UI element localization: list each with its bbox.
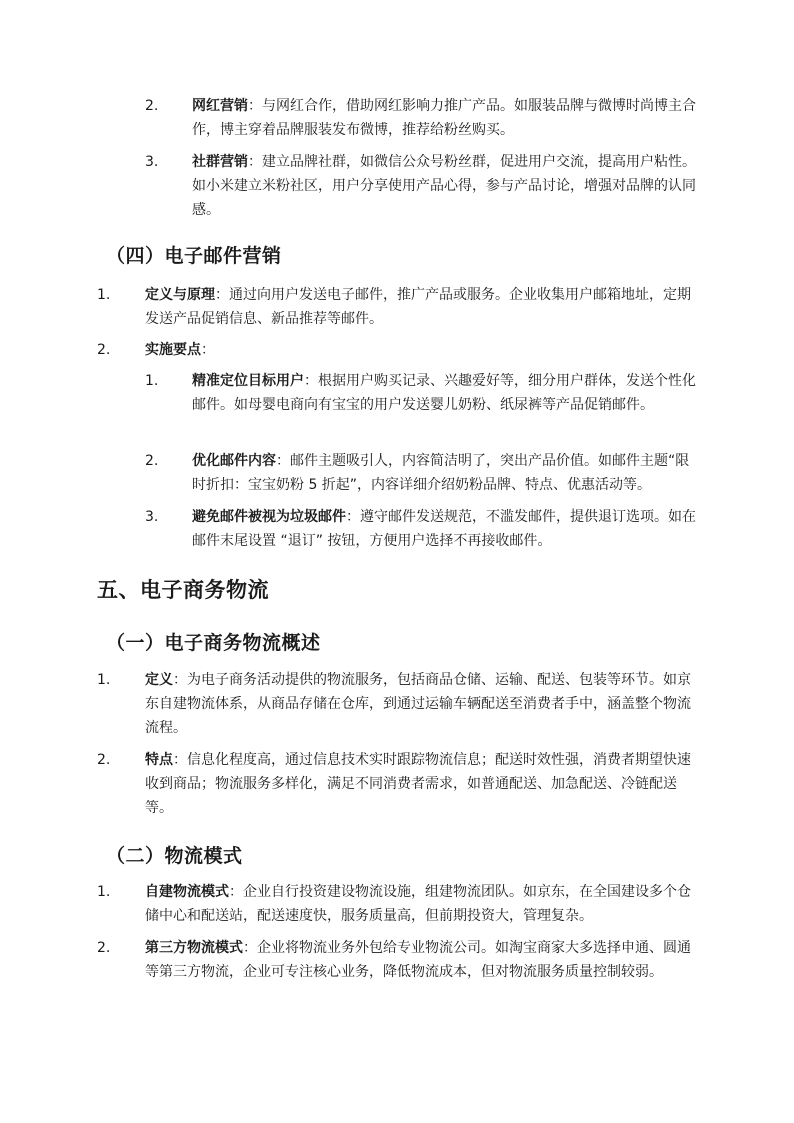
list-text xyxy=(192,94,702,142)
section-heading: （二）物流模式 xyxy=(106,845,243,867)
list-term: 定义与原理 xyxy=(145,287,215,303)
list-term: 实施要点 xyxy=(145,342,201,358)
list-term: 自建物流模式 xyxy=(145,884,229,900)
list-body: ：为电子商务活动提供的物流服务，包括商品仓储、运输、配送、包装等环节。如京东自建物流体系，从商品存储在仓库，到通过运输车辆配送至消费者手中，涵盖整个物流流程。 xyxy=(145,672,691,736)
list-term: 优化邮件内容 xyxy=(192,453,276,469)
list-text xyxy=(192,449,702,497)
list-body: ：根据用户购买记录、兴趣爱好等，细分用户群体，发送个性化邮件。如母婴电商向有宝宝的用户发送婴儿奶粉、纸尿裤等产品促销邮件。 xyxy=(192,373,696,413)
list-text xyxy=(192,505,702,553)
list-number: 3. xyxy=(145,154,159,170)
list-body: ：企业将物流业务外包给专业物流公司。如淘宝商家大多选择申通、圆通等第三方物流，企业可专注核心业务，降低物流成本，但对物流服务质量控制较弱。 xyxy=(145,940,691,980)
list-number: 3. xyxy=(145,509,159,525)
list-body: ：通过向用户发送电子邮件，推广产品或服务。企业收集用户邮箱地址，定期发送产品促销信息、新品推荐等邮件。 xyxy=(145,287,691,327)
list-number: 2. xyxy=(97,752,111,768)
list-term: 社群营销 xyxy=(192,154,248,170)
list-number: 1. xyxy=(97,672,111,688)
list-body: ：信息化程度高，通过信息技术实时跟踪物流信息；配送时效性强，消费者期望快速收到商品；物流服务多样化，满足不同消费者需求，如普通配送、加急配送、冷链配送等。 xyxy=(145,752,691,816)
list-term: 避免邮件被视为垃圾邮件 xyxy=(192,509,346,525)
list-number: 2. xyxy=(97,342,111,358)
list-text xyxy=(145,338,701,362)
list-term: 特点 xyxy=(145,752,173,768)
list-text xyxy=(145,936,701,984)
list-number: 2. xyxy=(145,453,159,469)
chapter-heading: 五、电子商务物流 xyxy=(97,578,269,602)
list-number: 2. xyxy=(97,940,111,956)
list-number: 2. xyxy=(145,98,159,114)
list-term: 网红营销 xyxy=(192,98,248,114)
list-text xyxy=(145,283,701,331)
list-text xyxy=(145,748,701,820)
list-body: ：企业自行投资建设物流设施，组建物流团队。如京东，在全国建设多个仓储中心和配送站，配送速度快，服务质量高，但前期投资大，管理复杂。 xyxy=(145,884,691,924)
list-term: 第三方物流模式 xyxy=(145,940,243,956)
list-body: ：邮件主题吸引人，内容简洁明了，突出产品价值。如邮件主题“限时折扣：宝宝奶粉 5 折起”，内容详细介绍奶粉品牌、特点、优惠活动等。 xyxy=(192,453,690,493)
list-number: 1. xyxy=(97,884,111,900)
list-body: ：建立品牌社群，如微信公众号粉丝群，促进用户交流，提高用户粘性。如小米建立米粉社区，用户分享使用产品心得，参与产品讨论，增强对品牌的认同感。 xyxy=(192,154,696,218)
list-text xyxy=(145,668,701,740)
list-text xyxy=(192,150,702,222)
list-term: 定义 xyxy=(145,672,173,688)
list-body: ： xyxy=(201,342,215,358)
section-heading: （一）电子商务物流概述 xyxy=(106,632,321,654)
list-number: 1. xyxy=(97,287,111,303)
list-number: 1. xyxy=(145,373,159,389)
list-term: 精准定位目标用户 xyxy=(192,373,304,389)
section-heading: （四）电子邮件营销 xyxy=(106,245,282,267)
list-text xyxy=(192,369,702,417)
list-body: ：与网红合作，借助网红影响力推广产品。如服装品牌与微博时尚博主合作，博主穿着品牌服装发布微博，推荐给粉丝购买。 xyxy=(192,98,696,138)
list-body: ：遵守邮件发送规范，不滥发邮件，提供退订选项。如在邮件末尾设置 “退订” 按钮，方便用户选择不再接收邮件。 xyxy=(192,509,696,549)
list-text xyxy=(145,880,701,928)
